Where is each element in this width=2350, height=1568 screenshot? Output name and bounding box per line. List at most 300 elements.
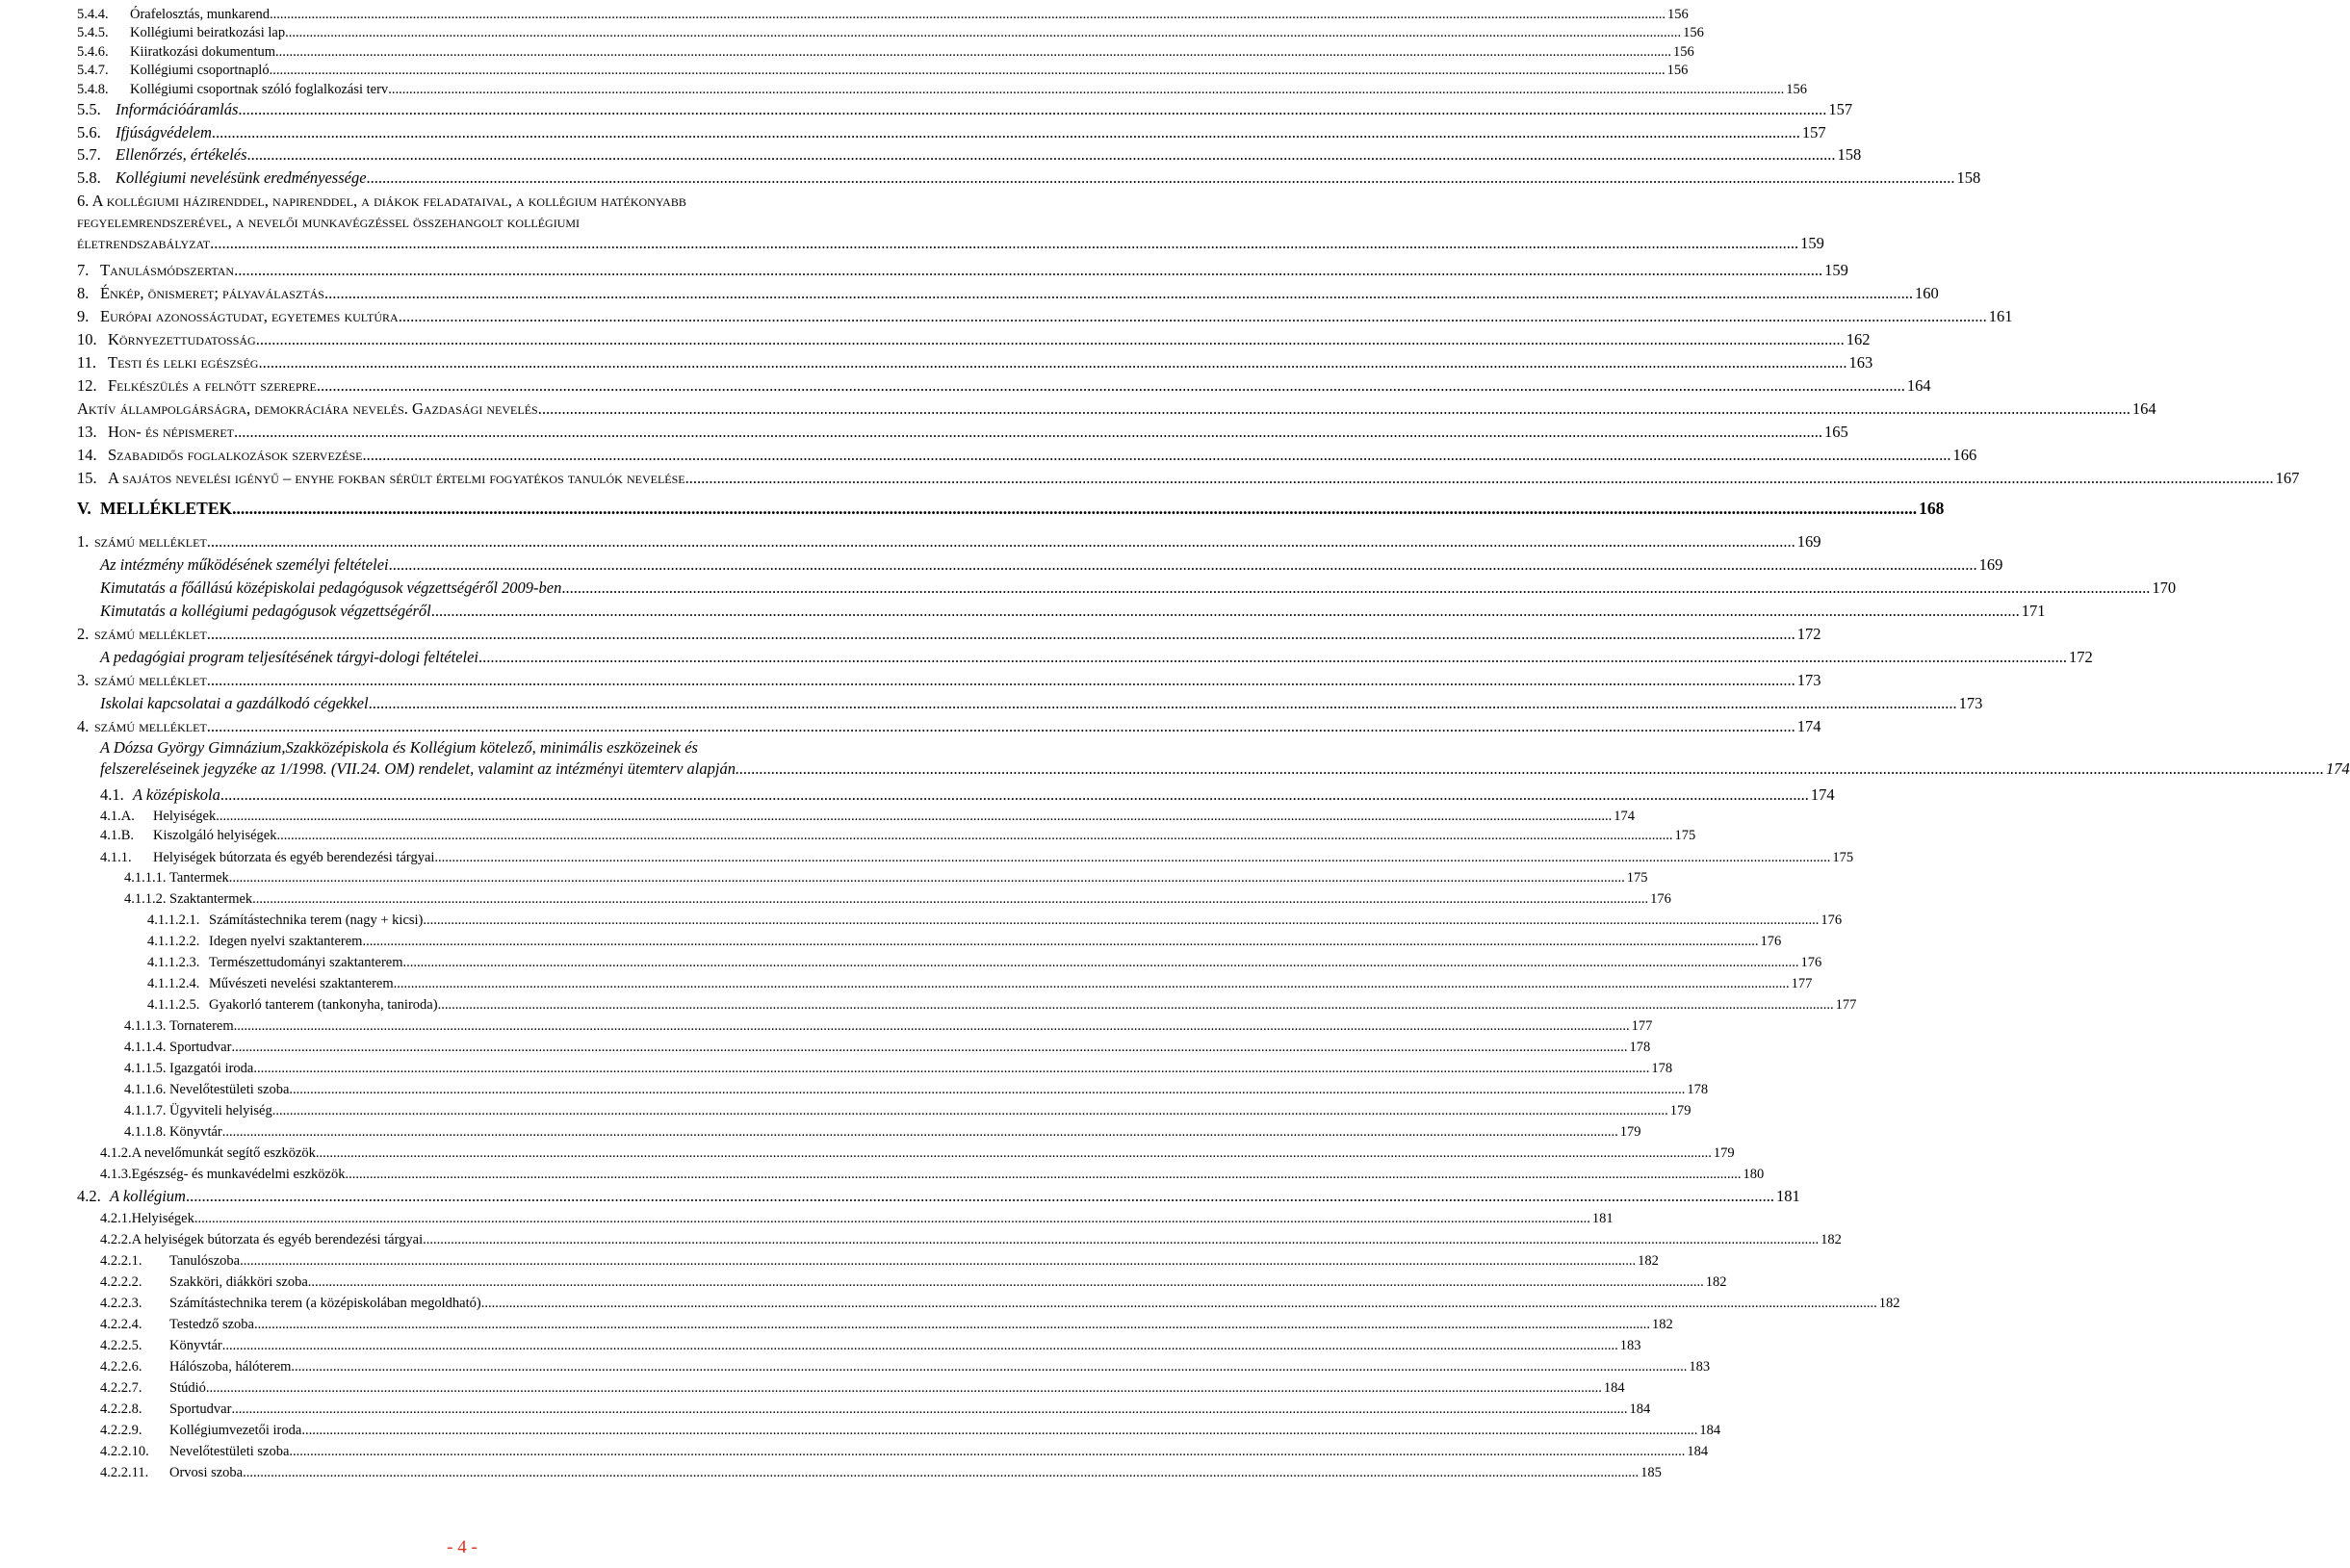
- toc-entry-page: 176: [1760, 934, 1782, 949]
- toc-entry[interactable]: [100, 825, 1696, 846]
- toc-entry-page: 174: [1796, 717, 1821, 735]
- toc-entry[interactable]: [124, 1015, 1653, 1037]
- toc-entry-title: Testi és lelki egészség: [108, 353, 259, 372]
- toc-entry[interactable]: [100, 1335, 1641, 1356]
- dot-leader: ................................................................................................................................................................................................................................................................................................................................................................................................................: [243, 1465, 1640, 1480]
- toc-entry[interactable]: [147, 910, 1843, 931]
- toc-entry-title: Órafelosztás, munkarend: [130, 7, 270, 22]
- toc-entry-page: 179: [1713, 1145, 1735, 1161]
- toc-entry-number: 4.2.2.7.: [100, 1380, 142, 1396]
- toc-entry[interactable]: [124, 1058, 1673, 1079]
- toc-entry-title: Természettudományi szaktanterem: [209, 955, 403, 970]
- dot-leader: ................................................................................................................................................................................................................................................................................................................................................................................................................: [255, 330, 1845, 348]
- toc-entry-page: 176: [1821, 913, 1843, 928]
- toc-entry-page: 175: [1674, 828, 1696, 843]
- toc-entry-number: 4.1.B.: [100, 828, 135, 843]
- toc-entry-title-line: fegyelemrendszerével, a nevelői munkavégzéssel összehangolt kollégiumi: [77, 213, 581, 231]
- toc-entry-page: 162: [1846, 330, 1871, 348]
- dot-leader: ................................................................................................................................................................................................................................................................................................................................................................................................................: [541, 399, 2130, 418]
- toc-entry-page: 168: [1919, 499, 1945, 518]
- dot-leader: ................................................................................................................................................................................................................................................................................................................................................................................................................: [234, 423, 1823, 441]
- toc-entry[interactable]: [77, 144, 1862, 166]
- toc-entry-title: Könyvtár: [169, 1124, 222, 1140]
- toc-entry[interactable]: [100, 693, 1983, 714]
- toc-entry-number: 4.2.2.3.: [100, 1296, 142, 1311]
- toc-entry-number: 4.1.1.3.: [124, 1018, 167, 1034]
- toc-entry[interactable]: [77, 99, 1853, 120]
- toc-entry-page: 182: [1638, 1253, 1659, 1269]
- toc-entry-number: 5.7.: [77, 145, 101, 164]
- toc-entry-number: 4.1.1.2.: [124, 891, 167, 907]
- dot-leader: ................................................................................................................................................................................................................................................................................................................................................................................................................: [271, 1103, 1668, 1118]
- toc-entry-number: 4.1.1.8.: [124, 1124, 167, 1140]
- dot-leader: ................................................................................................................................................................................................................................................................................................................................................................................................................: [232, 499, 1918, 518]
- toc-entry-number: 4.1.1.2.2.: [147, 934, 200, 949]
- toc-entry-title: Kiszolgáló helyiségek: [153, 828, 277, 843]
- toc-entry-page: 166: [1952, 446, 1977, 464]
- toc-entry-title: Ellenőrzés, értékelés: [116, 145, 247, 164]
- toc-entry-last-line: [77, 233, 1824, 254]
- toc-entry-title: Szakköri, diákköri szoba: [169, 1274, 308, 1290]
- toc-entry-title: Helyiségek: [131, 1211, 194, 1226]
- dot-leader: ................................................................................................................................................................................................................................................................................................................................................................................................................: [269, 7, 1666, 22]
- dot-leader: ................................................................................................................................................................................................................................................................................................................................................................................................................: [366, 168, 1955, 187]
- toc-entry-number: 7.: [77, 261, 90, 279]
- dot-leader: ................................................................................................................................................................................................................................................................................................................................................................................................................: [252, 891, 1649, 907]
- toc-entry-number: 9.: [77, 307, 90, 325]
- toc-entry-page: 177: [1791, 976, 1813, 991]
- toc-entry-page: 171: [2021, 602, 2046, 620]
- toc-entry-number: 13.: [77, 423, 97, 441]
- dot-leader: ................................................................................................................................................................................................................................................................................................................................................................................................................: [430, 602, 2020, 620]
- toc-entry-page: 182: [1878, 1296, 1900, 1311]
- toc-entry[interactable]: [100, 1314, 1673, 1335]
- toc-entry-page: 184: [1699, 1423, 1721, 1438]
- dot-leader: ................................................................................................................................................................................................................................................................................................................................................................................................................: [301, 1423, 1698, 1438]
- dot-leader: ................................................................................................................................................................................................................................................................................................................................................................................................................: [362, 934, 1759, 949]
- toc-entry[interactable]: [100, 1420, 1721, 1441]
- toc-entry-title: Kollégiumi csoportnak szóló foglalkozási terv: [130, 82, 389, 97]
- toc-entry[interactable]: [100, 1143, 1735, 1164]
- toc-entry-number: 4.1.1.2.4.: [147, 976, 200, 991]
- toc-entry-title: Művészeti nevelési szaktanterem: [209, 976, 394, 991]
- toc-entry[interactable]: [77, 1186, 1800, 1207]
- toc-entry-title: Európai azonosságtudat, egyetemes kultúra: [100, 307, 399, 325]
- toc-entry-page: 156: [1666, 7, 1689, 22]
- dot-leader: ................................................................................................................................................................................................................................................................................................................................................................................................................: [221, 1124, 1618, 1140]
- toc-entry-number: 4.1.: [100, 785, 124, 804]
- toc-entry[interactable]: [77, 191, 1824, 254]
- dot-leader: ................................................................................................................................................................................................................................................................................................................................................................................................................: [434, 850, 1831, 865]
- toc-entry-number: 4.2.2.9.: [100, 1423, 142, 1438]
- toc-entry-title: Orvosi szoba: [169, 1465, 244, 1480]
- toc-entry-title: A középiskola: [133, 785, 220, 804]
- toc-entry-page: 182: [1651, 1317, 1673, 1332]
- toc-entry-number: 4.1.1.7.: [124, 1103, 167, 1118]
- dot-leader: ................................................................................................................................................................................................................................................................................................................................................................................................................: [437, 997, 1834, 1013]
- toc-entry-page: 159: [1824, 261, 1848, 279]
- toc-entry-title: Egészség- és munkavédelmi eszközök: [131, 1167, 346, 1182]
- dot-leader: ................................................................................................................................................................................................................................................................................................................................................................................................................: [231, 1040, 1628, 1055]
- toc-entry-number: 4.2.2.2.: [100, 1274, 142, 1290]
- toc-entry-page: 177: [1835, 997, 1857, 1013]
- toc-entry-page: 184: [1603, 1380, 1625, 1396]
- toc-entry-number: 5.4.7.: [77, 63, 109, 78]
- toc-entry-page: 156: [1666, 63, 1689, 78]
- toc-entry-title: Helyiségek bútorzata és egyéb berendezési tárgyai: [153, 850, 435, 865]
- toc-entry-number: 14.: [77, 446, 97, 464]
- toc-entry[interactable]: [77, 306, 2013, 327]
- dot-leader: ................................................................................................................................................................................................................................................................................................................................................................................................................: [398, 307, 1987, 325]
- toc-entry[interactable]: [77, 624, 1821, 645]
- toc-entry-title: A nevelőmunkát segítő eszközök: [131, 1145, 316, 1161]
- dot-leader: ................................................................................................................................................................................................................................................................................................................................................................................................................: [307, 1274, 1704, 1290]
- toc-entry-page: 156: [1683, 25, 1704, 40]
- toc-entry-title: Gyakorló tanterem (tankonyha, taniroda): [209, 997, 438, 1013]
- toc-entry-number: 15.: [77, 469, 97, 487]
- toc-entry-number: 4.2.1.: [100, 1211, 132, 1226]
- dot-leader: ................................................................................................................................................................................................................................................................................................................................................................................................................: [275, 44, 1672, 60]
- toc-entry-page: 177: [1631, 1018, 1653, 1034]
- toc-entry-page: 175: [1626, 870, 1648, 886]
- toc-entry-title: számú melléklet: [94, 625, 207, 643]
- toc-entry-page: 182: [1821, 1232, 1842, 1247]
- toc-entry-page: 174: [1810, 785, 1835, 804]
- toc-entry-page: 174: [2325, 759, 2350, 778]
- toc-entry-number: 4.1.1.2.1.: [147, 913, 200, 928]
- dot-leader: ................................................................................................................................................................................................................................................................................................................................................................................................................: [285, 25, 1682, 40]
- toc-entry[interactable]: [77, 352, 1873, 373]
- toc-entry-page: 184: [1629, 1401, 1651, 1417]
- toc-entry-page: 178: [1651, 1061, 1673, 1076]
- toc-entry-title: Aktív állampolgárságra, demokráciára nevelés. Gazdasági nevelés.: [77, 399, 542, 418]
- toc-entry-page: 169: [1796, 532, 1821, 551]
- dot-leader: ................................................................................................................................................................................................................................................................................................................................................................................................................: [291, 1359, 1688, 1375]
- toc-entry-page: 173: [1958, 694, 1983, 712]
- toc-entry[interactable]: [100, 1164, 1765, 1185]
- toc-entry-page: 180: [1743, 1167, 1765, 1182]
- toc-entry[interactable]: [100, 1208, 1614, 1229]
- toc-entry-title: Kollégiumi csoportnapló: [130, 63, 270, 78]
- toc-entry-last-line: [100, 758, 2350, 780]
- toc-entry[interactable]: [77, 283, 1939, 304]
- toc-entry[interactable]: [100, 554, 2003, 576]
- toc-entry-number: 4.2.2.8.: [100, 1401, 142, 1417]
- dot-leader: ................................................................................................................................................................................................................................................................................................................................................................................................................: [423, 1232, 1820, 1247]
- dot-leader: ................................................................................................................................................................................................................................................................................................................................................................................................................: [316, 376, 1905, 395]
- dot-leader: ................................................................................................................................................................................................................................................................................................................................................................................................................: [234, 261, 1823, 279]
- toc-entry-title: Kimutatás a kollégiumi pedagógusok végzettségéről: [100, 602, 431, 620]
- dot-leader: ................................................................................................................................................................................................................................................................................................................................................................................................................: [269, 63, 1666, 78]
- toc-entry[interactable]: [124, 1121, 1641, 1143]
- toc-entry-title: Tanulószoba: [169, 1253, 241, 1269]
- toc-entry-title: Szabadidős foglalkozások szervezése: [108, 446, 363, 464]
- toc-entry[interactable]: [124, 1100, 1691, 1121]
- toc-entry-title: Szaktantermek: [169, 891, 253, 907]
- dot-leader: ................................................................................................................................................................................................................................................................................................................................................................................................................: [185, 1187, 1774, 1205]
- toc-entry-title: Hon- és népismeret: [108, 423, 235, 441]
- toc-entry-number: 4.1.1.2.5.: [147, 997, 200, 1013]
- toc-entry-title-line: 6. A kollégiumi házirenddel, napirenddel, a diákok feladataival, a kollégium hatékonyabb: [77, 192, 686, 210]
- dot-leader: ................................................................................................................................................................................................................................................................................................................................................................................................................: [315, 1145, 1712, 1161]
- toc-entry-number: 5.4.8.: [77, 82, 109, 97]
- dot-leader: ................................................................................................................................................................................................................................................................................................................................................................................................................: [194, 1211, 1590, 1226]
- toc-entry[interactable]: [124, 1079, 1709, 1100]
- toc-entry-number: 5.8.: [77, 168, 101, 187]
- toc-entry-number: V.: [77, 499, 91, 518]
- toc-entry[interactable]: [124, 888, 1671, 910]
- toc-entry[interactable]: [77, 498, 1945, 519]
- dot-leader: ................................................................................................................................................................................................................................................................................................................................................................................................................: [233, 1018, 1630, 1034]
- toc-entry-number: 4.1.2.: [100, 1145, 132, 1161]
- toc-entry[interactable]: [100, 847, 1854, 868]
- toc-entry[interactable]: [100, 1250, 1659, 1272]
- dot-leader: ................................................................................................................................................................................................................................................................................................................................................................................................................: [258, 353, 1847, 372]
- toc-entry-title: Környezettudatosság: [108, 330, 256, 348]
- dot-leader: ................................................................................................................................................................................................................................................................................................................................................................................................................: [231, 1401, 1628, 1417]
- toc-entry-number: 2.: [77, 625, 90, 643]
- toc-entry-number: 4.2.: [77, 1187, 101, 1205]
- toc-entry-number: 4.2.2.11.: [100, 1465, 149, 1480]
- toc-entry-title: Sportudvar: [169, 1040, 232, 1055]
- toc-entry-title: Tantermek: [169, 870, 229, 886]
- toc-entry[interactable]: [77, 670, 1821, 691]
- toc-entry-title: A helyiségek bútorzata és egyéb berendezési tárgyai: [131, 1232, 424, 1247]
- toc-entry[interactable]: [77, 716, 1821, 737]
- toc-entry-page: 170: [2152, 578, 2177, 597]
- toc-entry-title: Információáramlás: [116, 100, 239, 118]
- toc-entry-title: Igazgatói iroda: [169, 1061, 254, 1076]
- toc-entry-page: 161: [1988, 307, 2013, 325]
- toc-entry-page: 172: [1796, 625, 1821, 643]
- toc-entry[interactable]: [100, 784, 1835, 806]
- toc-entry-number: 4.1.1.: [100, 850, 132, 865]
- toc-entry[interactable]: [100, 1272, 1727, 1293]
- toc-entry[interactable]: [124, 1037, 1651, 1058]
- toc-entry-page: 179: [1669, 1103, 1691, 1118]
- toc-entry-title: Felkészülés a felnőtt szerepre: [108, 376, 317, 395]
- dot-leader: ................................................................................................................................................................................................................................................................................................................................................................................................................: [228, 870, 1625, 886]
- toc-entry-title: Idegen nyelvi szaktanterem: [209, 934, 363, 949]
- toc-entry-number: 4.1.1.2.3.: [147, 955, 200, 970]
- toc-entry-page: 174: [1614, 809, 1635, 824]
- toc-entry-title: Kollégiumi nevelésünk eredményessége: [116, 168, 367, 187]
- toc-entry-page: 185: [1640, 1465, 1662, 1480]
- dot-leader: ................................................................................................................................................................................................................................................................................................................................................................................................................: [206, 671, 1795, 689]
- dot-leader: ................................................................................................................................................................................................................................................................................................................................................................................................................: [561, 578, 2151, 597]
- toc-entry-number: 4.2.2.4.: [100, 1317, 142, 1332]
- toc-entry-number: 12.: [77, 376, 97, 395]
- toc-entry-number: 4.1.3.: [100, 1167, 132, 1182]
- toc-entry-title: Tornaterem: [169, 1018, 234, 1034]
- toc-entry[interactable]: [77, 329, 1871, 350]
- toc-entry-title: Kimutatás a főállású középiskolai pedagógusok végzettségéről 2009-ben: [100, 578, 562, 597]
- toc-entry-page: 183: [1689, 1359, 1711, 1375]
- toc-entry-number: 4.1.1.5.: [124, 1061, 167, 1076]
- toc-entry-number: 5.4.4.: [77, 7, 109, 22]
- toc-entry-number: 5.5.: [77, 100, 101, 118]
- toc-entry[interactable]: [77, 531, 1821, 553]
- toc-entry-title: számú melléklet: [94, 532, 207, 551]
- toc-entry-title: Ifjúságvédelem: [116, 123, 212, 141]
- toc-entry[interactable]: [100, 1229, 1842, 1250]
- toc-entry-number: 5.4.5.: [77, 25, 109, 40]
- toc-entry[interactable]: [147, 952, 1822, 973]
- toc-entry[interactable]: [77, 79, 1807, 100]
- toc-entry-title-line: A Dózsa György Gimnázium,Szakközépiskola és Kollégium kötelező, minimális eszközeinek és: [100, 738, 698, 757]
- toc-entry-number: 1.: [77, 532, 90, 551]
- toc-entry-title: Sportudvar: [169, 1401, 232, 1417]
- toc-entry-title: felszereléseinek jegyzéke az 1/1998. (VII.24. OM) rendelet, valamint az intézményi ütemterv alapján: [100, 759, 736, 778]
- toc-entry-page: 184: [1687, 1444, 1709, 1459]
- toc-entry-title: Nevelőtestületi szoba: [169, 1082, 290, 1097]
- dot-leader: ................................................................................................................................................................................................................................................................................................................................................................................................................: [393, 976, 1790, 991]
- toc-entry-title: Testedző szoba: [169, 1317, 254, 1332]
- toc-entry-page: 156: [1673, 44, 1694, 60]
- toc-entry-title: Kollégiumi beiratkozási lap: [130, 25, 286, 40]
- toc-entry-title: A sajátos nevelési igényű – enyhe fokban sérült értelmi fogyatékos tanulók nevelése: [108, 469, 685, 487]
- toc-entry-page: 159: [1800, 234, 1824, 252]
- toc-entry[interactable]: [147, 973, 1813, 994]
- toc-entry-page: 178: [1629, 1040, 1651, 1055]
- dot-leader: ................................................................................................................................................................................................................................................................................................................................................................................................................: [478, 648, 2068, 666]
- dot-leader: ................................................................................................................................................................................................................................................................................................................................................................................................................: [216, 809, 1613, 824]
- dot-leader: ................................................................................................................................................................................................................................................................................................................................................................................................................: [423, 913, 1820, 928]
- dot-leader: ................................................................................................................................................................................................................................................................................................................................................................................................................: [388, 82, 1785, 97]
- page-number-footer: - 4 -: [447, 1537, 478, 1557]
- toc-entry[interactable]: [77, 422, 1848, 443]
- toc-entry[interactable]: [100, 1399, 1651, 1420]
- toc-entry-title: Hálószoba, hálóterem: [169, 1359, 292, 1375]
- toc-entry[interactable]: [77, 122, 1826, 143]
- toc-entry-number: 10.: [77, 330, 97, 348]
- toc-entry-title: Helyiségek: [153, 809, 217, 824]
- dot-leader: ................................................................................................................................................................................................................................................................................................................................................................................................................: [221, 1338, 1618, 1353]
- toc-entry-page: 157: [1801, 123, 1826, 141]
- toc-entry-number: 5.6.: [77, 123, 101, 141]
- toc-entry-number: 4.2.2.: [100, 1232, 132, 1247]
- toc-entry-number: 4.1.A.: [100, 809, 135, 824]
- toc-entry[interactable]: [100, 806, 1635, 827]
- toc-entry-page: 175: [1832, 850, 1854, 865]
- toc-entry-number: 5.4.6.: [77, 44, 109, 60]
- toc-entry[interactable]: [77, 398, 2156, 420]
- toc-entry[interactable]: [100, 578, 2177, 599]
- toc-entry[interactable]: [77, 260, 1848, 281]
- toc-entry-page: 182: [1705, 1274, 1727, 1290]
- toc-entry-page: 172: [2069, 648, 2093, 666]
- toc-entry-page: 156: [1786, 82, 1807, 97]
- toc-entry-title: számú melléklet: [94, 717, 207, 735]
- toc-entry-title: Számítástechnika terem (nagy + kicsi): [209, 913, 424, 928]
- toc-entry[interactable]: [100, 647, 2093, 668]
- toc-entry[interactable]: [100, 1356, 1711, 1377]
- toc-entry[interactable]: [77, 22, 1704, 43]
- toc-entry-number: 4.2.2.5.: [100, 1338, 142, 1353]
- toc-entry-page: 176: [1650, 891, 1671, 907]
- toc-entry-number: 4.2.2.10.: [100, 1444, 149, 1459]
- toc-entry[interactable]: [100, 1462, 1662, 1483]
- dot-leader: ................................................................................................................................................................................................................................................................................................................................................................................................................: [402, 955, 1799, 970]
- toc-entry[interactable]: [77, 445, 1977, 466]
- toc-entry[interactable]: [124, 867, 1648, 888]
- dot-leader: ................................................................................................................................................................................................................................................................................................................................................................................................................: [253, 1317, 1650, 1332]
- toc-entry-number: 3.: [77, 671, 90, 689]
- toc-entry-title: Az intézmény működésének személyi feltételei: [100, 555, 389, 574]
- toc-entry-title: Iskolai kapcsolatai a gazdálkodó cégekkel: [100, 694, 369, 712]
- dot-leader: ................................................................................................................................................................................................................................................................................................................................................................................................................: [362, 446, 1951, 464]
- toc-entry[interactable]: [77, 468, 2300, 489]
- toc-entry-page: 164: [2131, 399, 2156, 418]
- toc-entry-number: 11.: [77, 353, 97, 372]
- toc-entry-number: 8.: [77, 284, 90, 302]
- toc-entry-title: A pedagógiai program teljesítésének tárgyi-dologi feltételei: [100, 648, 479, 666]
- toc-entry-title: Könyvtár: [169, 1338, 222, 1353]
- toc-entry-number: 4.2.2.6.: [100, 1359, 142, 1375]
- toc-entry[interactable]: [77, 375, 1931, 397]
- toc-entry-page: 179: [1619, 1124, 1641, 1140]
- toc-entry-page: 181: [1591, 1211, 1614, 1226]
- dot-leader: ................................................................................................................................................................................................................................................................................................................................................................................................................: [323, 284, 1913, 302]
- toc-entry-page: 169: [1978, 555, 2003, 574]
- toc-entry-page: 183: [1619, 1338, 1641, 1353]
- toc-entry[interactable]: [147, 931, 1782, 952]
- toc-entry[interactable]: [100, 1377, 1625, 1399]
- toc-entry-title: számú melléklet: [94, 671, 207, 689]
- dot-leader: ................................................................................................................................................................................................................................................................................................................................................................................................................: [276, 828, 1673, 843]
- toc-entry[interactable]: [77, 167, 1981, 189]
- dot-leader: ................................................................................................................................................................................................................................................................................................................................................................................................................: [289, 1082, 1686, 1097]
- dot-leader: ................................................................................................................................................................................................................................................................................................................................................................................................................: [388, 555, 1977, 574]
- dot-leader: ................................................................................................................................................................................................................................................................................................................................................................................................................: [238, 100, 1827, 118]
- toc-entry-page: 173: [1796, 671, 1821, 689]
- toc-entry-number: 4.1.1.6.: [124, 1082, 167, 1097]
- toc-entry-title: Számítástechnika terem (a középiskolában megoldható): [169, 1296, 481, 1311]
- toc-entry-page: 157: [1828, 100, 1853, 118]
- dot-leader: ................................................................................................................................................................................................................................................................................................................................................................................................................: [211, 123, 1800, 141]
- toc-entry-title: Stúdió: [169, 1380, 206, 1396]
- toc-entry-title: Kiiratkozási dokumentum: [130, 44, 276, 60]
- toc-entry[interactable]: [100, 1293, 1900, 1314]
- toc-entry-title: Nevelőtestületi szoba: [169, 1444, 290, 1459]
- dot-leader: ................................................................................................................................................................................................................................................................................................................................................................................................................: [246, 145, 1836, 164]
- dot-leader: ................................................................................................................................................................................................................................................................................................................................................................................................................: [289, 1444, 1686, 1459]
- dot-leader: ................................................................................................................................................................................................................................................................................................................................................................................................................: [345, 1167, 1742, 1182]
- toc-entry[interactable]: [100, 1441, 1709, 1462]
- toc-entry-page: 158: [1956, 168, 1981, 187]
- toc-entry-page: 164: [1906, 376, 1931, 395]
- toc-entry-title: A kollégium: [110, 1187, 186, 1205]
- toc-entry[interactable]: [147, 994, 1857, 1015]
- toc-entry[interactable]: [100, 601, 2046, 622]
- toc-entry[interactable]: [77, 60, 1689, 81]
- dot-leader: ................................................................................................................................................................................................................................................................................................................................................................................................................: [206, 625, 1795, 643]
- toc-entry-page: 165: [1824, 423, 1848, 441]
- dot-leader: ................................................................................................................................................................................................................................................................................................................................................................................................................: [253, 1061, 1650, 1076]
- toc-entry-number: 4.2.2.1.: [100, 1253, 142, 1269]
- dot-leader: ................................................................................................................................................................................................................................................................................................................................................................................................................: [368, 694, 1957, 712]
- dot-leader: ................................................................................................................................................................................................................................................................................................................................................................................................................: [684, 469, 2274, 487]
- toc-entry-page: 158: [1837, 145, 1862, 164]
- toc-entry-number: 4.1.1.4.: [124, 1040, 167, 1055]
- toc-entry-page: 178: [1687, 1082, 1709, 1097]
- dot-leader: ................................................................................................................................................................................................................................................................................................................................................................................................................: [205, 1380, 1602, 1396]
- toc-entry-number: 4.: [77, 717, 90, 735]
- toc-entry-page: 167: [2275, 469, 2300, 487]
- toc-entry[interactable]: [100, 737, 2350, 780]
- toc-entry-title: Kollégiumvezetői iroda: [169, 1423, 302, 1438]
- dot-leader: ................................................................................................................................................................................................................................................................................................................................................................................................................: [206, 532, 1795, 551]
